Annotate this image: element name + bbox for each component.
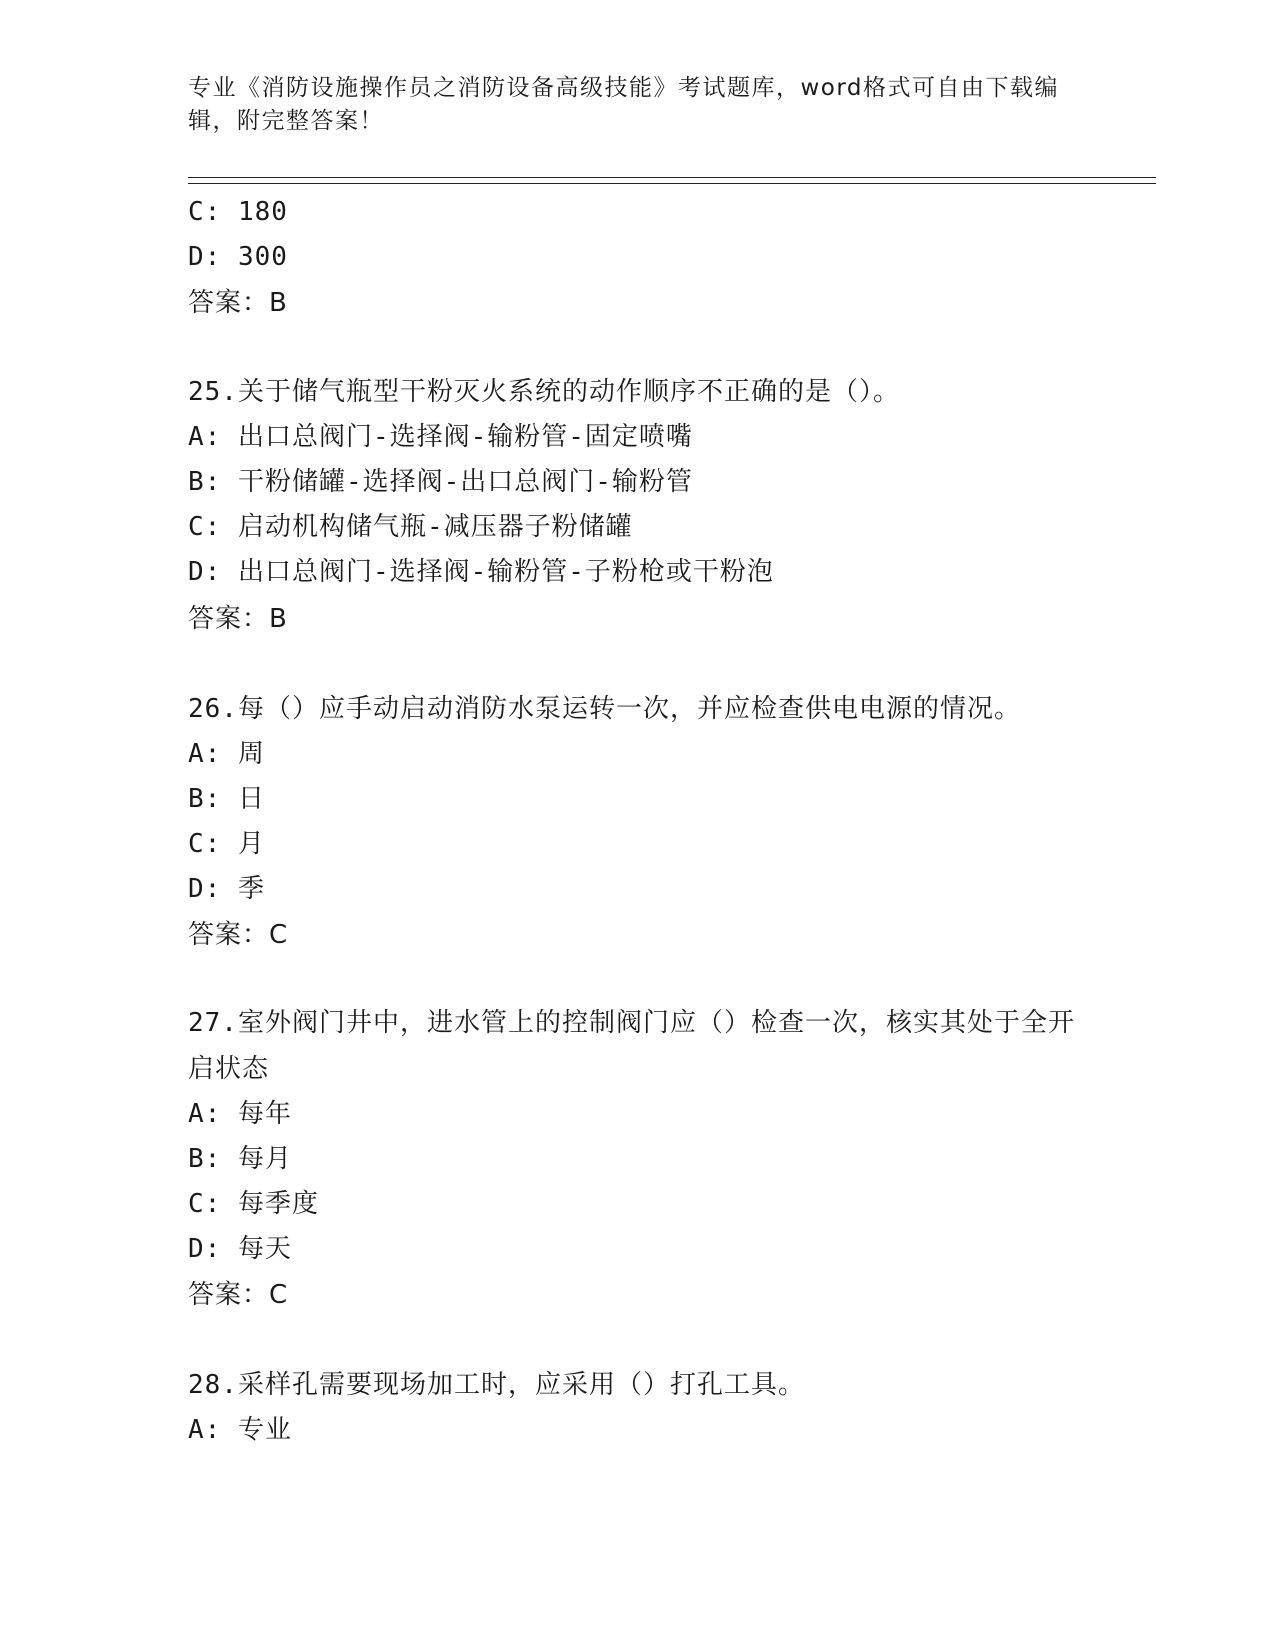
prev-option-d: D: 300 [188, 242, 288, 272]
question-25-option-b: B: 干粉储罐-选择阀-出口总阀门-输粉管 [188, 467, 693, 497]
prev-answer: 答案：B [188, 288, 288, 318]
document-header: 专业《消防设施操作员之消防设备高级技能》考试题库，word格式可自由下载编辑，附完整答案！ [188, 75, 1060, 134]
question-25-stem: 25.关于储气瓶型干粉灭火系统的动作顺序不正确的是（）。 [188, 377, 900, 407]
question-25-option-d: D: 出口总阀门-选择阀-输粉管-子粉枪或干粉泡 [188, 557, 774, 587]
question-25-answer: 答案：B [188, 604, 288, 634]
question-26-option-c: C: 月 [188, 829, 265, 859]
question-27-stem: 27.室外阀门井中，进水管上的控制阀门应（）检查一次，核实其处于全开启状态 [188, 1008, 1075, 1084]
question-26-stem: 26.每（）应手动启动消防水泵运转一次，并应检查供电电源的情况。 [188, 694, 1021, 724]
header-rule-bottom [188, 183, 1156, 184]
question-26-option-b: B: 日 [188, 784, 265, 814]
question-27-option-a: A: 每年 [188, 1099, 292, 1129]
question-27-option-d: D: 每天 [188, 1234, 292, 1264]
question-26-option-d: D: 季 [188, 874, 265, 904]
question-27-option-c: C: 每季度 [188, 1189, 319, 1219]
question-28-stem: 28.采样孔需要现场加工时，应采用（）打孔工具。 [188, 1370, 805, 1400]
prev-option-c: C: 180 [188, 197, 288, 227]
question-27-answer: 答案：C [188, 1280, 289, 1310]
header-rule-top [188, 177, 1156, 178]
question-25-option-c: C: 启动机构储气瓶-减压器子粉储罐 [188, 512, 633, 542]
question-27-option-b: B: 每月 [188, 1144, 292, 1174]
question-26-answer: 答案：C [188, 920, 289, 950]
question-26-option-a: A: 周 [188, 739, 265, 769]
question-25-option-a: A: 出口总阀门-选择阀-输粉管-固定喷嘴 [188, 422, 693, 452]
question-28-option-a: A: 专业 [188, 1415, 292, 1445]
